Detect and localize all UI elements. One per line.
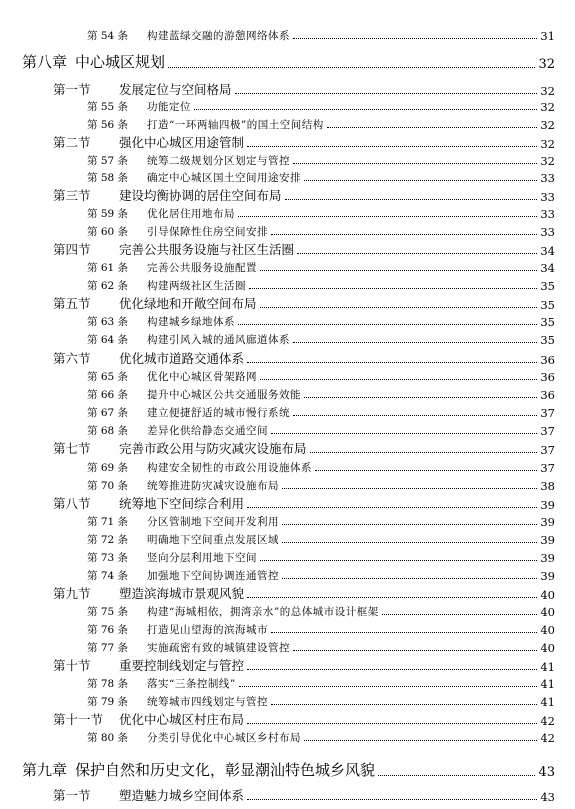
toc-entry-title: 提升中心城区公共交通服务效能 [147,389,301,401]
toc-entry-number: 第 78 条 [87,678,129,690]
toc-entry-label [87,170,301,185]
dot-leader [247,597,537,598]
toc-page-number: 36 [540,388,555,402]
dot-leader [260,379,537,380]
toc-entry-number: 第 75 条 [87,606,129,618]
dot-leader [238,324,537,325]
toc-entry-label [87,314,235,329]
toc-entry-number: 第五节 [53,296,91,311]
toc-article-row[interactable] [87,638,555,655]
toc-entry-label [22,759,375,780]
toc-entry-number: 第 61 条 [87,262,129,274]
toc-page-number: 41 [540,677,555,691]
dot-leader [293,38,537,39]
toc-entry-label [53,439,307,457]
toc-chapter-row[interactable] [22,50,555,72]
toc-entry-title: 加强地下空间协调连通管控 [147,570,279,582]
toc-page-number: 37 [540,406,555,420]
toc-page-number: 32 [538,57,555,72]
toc-entry-label [87,117,324,132]
toc-entry-title: 保护自然和历史文化，彰显潮汕特色城乡风貌 [75,761,376,779]
toc-entry-number: 第 69 条 [87,462,129,474]
toc-article-row[interactable] [87,97,555,114]
toc-entry-title: 明确地下空间重点发展区域 [147,534,279,546]
dot-leader [382,614,538,615]
toc-page-number: 36 [540,353,555,367]
toc-page-number: 40 [540,623,555,637]
toc-entry-title: 优化居住用地布局 [147,208,235,220]
toc-entry-label [87,550,257,565]
toc-entry-label [87,423,268,438]
toc-section-row[interactable] [53,133,555,151]
toc-entry-title: 确定中心城区国土空间用途安排 [147,172,301,184]
toc-entry-label [87,369,257,384]
dot-leader [304,740,537,741]
toc-page-number: 39 [540,551,555,565]
toc-entry-label [87,514,279,529]
toc-entry-title: 实施疏密有致的城镇建设管控 [147,642,290,654]
toc-article-row[interactable] [87,674,555,691]
dot-leader [378,775,535,776]
toc-page-number: 34 [540,244,555,258]
toc-entry-label [87,568,279,583]
toc-entry-label [87,730,301,745]
dot-leader [247,362,537,363]
dot-leader [293,342,537,343]
toc-entry-number: 第 62 条 [87,280,129,292]
dot-leader [293,163,537,164]
toc-entry-number: 第 76 条 [87,624,129,636]
dot-leader [282,524,537,525]
toc-entry-title: 引导保障性住房空间安排 [147,226,268,238]
toc-entry-number: 第一节 [53,788,91,803]
toc-entry-title: 中心城区规划 [75,53,166,71]
toc-article-row[interactable] [87,728,555,745]
toc-entry-number: 第 64 条 [87,334,129,346]
toc-entry-number: 第六节 [53,351,91,366]
dot-leader [327,127,538,128]
toc-section-row[interactable] [53,349,555,367]
toc-entry-label [87,460,312,475]
toc-entry-number: 第 71 条 [87,516,129,528]
toc-page-number: 33 [540,190,555,204]
dot-leader [260,270,537,271]
dot-leader [293,415,537,416]
toc-article-row[interactable] [87,602,555,619]
toc-page-number: 37 [540,443,555,457]
toc-article-row[interactable] [87,258,555,275]
toc-entry-title: 优化中心城区村庄布局 [119,712,245,727]
toc-section-row[interactable] [53,439,555,457]
toc-section-row[interactable] [53,186,555,204]
toc-entry-title: 重要控制线划定与管控 [119,658,245,673]
dot-leader [247,146,537,147]
toc-entry-title: 分类引导优化中心城区乡村布局 [147,732,301,744]
toc-article-row[interactable] [87,222,555,239]
toc-page-number: 36 [540,370,555,384]
toc-entry-label [87,640,290,655]
toc-entry-number: 第 56 条 [87,119,129,131]
toc-article-row[interactable] [87,421,555,438]
toc-entry-title: 打造“一环两轴四极”的国土空间结构 [147,119,324,131]
toc-entry-title: 发展定位与空间格局 [119,82,232,97]
toc-entry-title: 统筹城市四线划定与管控 [147,696,268,708]
toc-entry-number: 第八节 [53,496,91,511]
toc-entry-title: 统筹二级规划分区划定与管控 [147,155,290,167]
toc-entry-label [53,133,244,151]
toc-section-row[interactable] [53,656,555,674]
toc-section-row[interactable] [53,240,555,258]
toc-article-row[interactable] [87,204,555,221]
toc-article-row[interactable] [87,168,555,185]
toc-page-number: 43 [540,790,555,804]
toc-page-number: 37 [540,424,555,438]
toc-entry-title: 构建蓝绿交融的游憩网络体系 [147,30,290,42]
toc-entry-label [87,405,290,420]
toc-entry-label [53,294,257,312]
toc-article-row[interactable] [87,385,555,402]
dot-leader [282,488,537,489]
toc-page-number: 33 [540,207,555,221]
toc-entry-title: 建立便捷舒适的城市慢行系统 [147,407,290,419]
toc-article-row[interactable] [87,330,555,347]
toc-entry-title: 优化绿地和开敞空间布局 [119,296,257,311]
toc-entry-title: 优化城市道路交通体系 [119,351,245,366]
toc-entry-number: 第 58 条 [87,172,129,184]
dot-leader [247,723,537,724]
toc-page-number: 39 [540,498,555,512]
toc-entry-number: 第九节 [53,586,91,601]
toc-entry-label [87,332,290,347]
dot-leader [304,397,537,398]
toc-article-row[interactable] [87,151,555,168]
toc-section-row[interactable] [53,80,555,98]
dot-leader [310,452,538,453]
toc-article-row[interactable] [87,620,555,637]
dot-leader [315,470,537,471]
toc-entry-label [53,349,244,367]
dot-leader [285,199,538,200]
dot-leader [271,632,537,633]
toc-entry-title: 落实“三条控制线” [147,678,236,690]
toc-page-number: 33 [540,171,555,185]
toc-page-number: 31 [540,29,555,43]
dot-leader [293,650,537,651]
toc-page-number: 40 [540,641,555,655]
toc-entry-title: 打造见山望海的滨海城市 [147,624,268,636]
toc-entry-number: 第十节 [53,658,91,673]
toc-entry-title: 塑造滨海城市景观风貌 [119,586,245,601]
dot-leader [297,253,537,254]
toc-entry-number: 第十一节 [53,712,104,727]
dot-leader [239,686,538,687]
toc-article-row[interactable] [87,367,555,384]
toc-entry-label [87,622,268,637]
toc-entry-number: 第 57 条 [87,155,129,167]
toc-entry-title: 统筹推进防灾减灾设施布局 [147,480,279,492]
dot-leader [271,433,537,434]
toc-entry-label [22,51,165,72]
toc-page-number: 35 [540,315,555,329]
toc-entry-number: 第七节 [53,441,91,456]
toc-entry-label [53,494,244,512]
toc-entry-title: 完善公共服务设施与社区生活圈 [119,242,295,257]
toc-entry-title: 差异化供给静态交通空间 [147,425,268,437]
toc-entry-number: 第 72 条 [87,534,129,546]
toc-entry-label [87,260,257,275]
toc-entry-title: 功能定位 [147,101,191,113]
toc-entry-title: 构建两级社区生活圈 [147,280,246,292]
dot-leader [282,542,537,543]
toc-article-row[interactable] [87,312,555,329]
toc-article-row[interactable] [87,512,555,529]
toc-article-row[interactable] [87,276,555,293]
toc-page-number: 32 [540,100,555,114]
dot-leader [238,216,537,217]
toc-page-number: 32 [540,118,555,132]
dot-leader [282,578,537,579]
toc-section-row[interactable] [53,786,555,804]
toc-article-row[interactable] [87,566,555,583]
toc-entry-title: 塑造魅力城乡空间体系 [119,788,245,803]
toc-entry-label [87,676,236,691]
toc-entry-label [87,206,235,221]
toc-entry-number: 第 60 条 [87,226,129,238]
toc-page-number: 42 [540,731,555,745]
toc-entry-number: 第 70 条 [87,480,129,492]
toc-entry-number: 第三节 [53,188,91,203]
toc-entry-number: 第 80 条 [87,732,129,744]
toc-article-row[interactable] [87,26,555,43]
dot-leader [168,67,535,68]
toc-entry-label [53,656,244,674]
toc-entry-label [87,153,290,168]
toc-entry-number: 第 73 条 [87,552,129,564]
toc-article-row[interactable] [87,530,555,547]
toc-entry-label [87,604,379,619]
dot-leader [260,560,537,561]
dot-leader [271,704,537,705]
toc-section-row[interactable] [53,584,555,602]
toc-section-row[interactable] [53,294,555,312]
toc-entry-label [87,99,191,114]
toc-page-number: 40 [540,605,555,619]
toc-section-row[interactable] [53,494,555,512]
toc-page-number: 35 [540,279,555,293]
toc-entry-title: 建设均衡协调的居住空间布局 [119,188,282,203]
toc-entry-title: 统筹地下空间综合利用 [119,496,245,511]
toc-entry-number: 第二节 [53,135,91,150]
dot-leader [249,288,537,289]
toc-entry-label [87,224,268,239]
toc-entry-label [87,478,279,493]
toc-entry-label [87,694,268,709]
toc-page-number: 35 [540,298,555,312]
toc-entry-label [87,28,290,43]
toc-entry-number: 第四节 [53,242,91,257]
toc-entry-label [87,532,279,547]
toc-entry-number: 第九章 [22,761,68,779]
toc-page-number: 33 [540,225,555,239]
toc-entry-title: 构建安全韧性的市政公用设施体系 [147,462,312,474]
toc-entry-number: 第 66 条 [87,389,129,401]
toc-entry-number: 第 55 条 [87,101,129,113]
toc-page-number: 43 [538,765,555,780]
toc-entry-title: 完善公共服务设施配置 [147,262,257,274]
toc-entry-label [53,584,244,602]
toc-article-row[interactable] [87,458,555,475]
toc-page-number: 41 [540,695,555,709]
toc-article-row[interactable] [87,403,555,420]
toc-entry-title: 竖向分层利用地下空间 [147,552,257,564]
toc-article-row[interactable] [87,476,555,493]
toc-page-number: 32 [540,137,555,151]
toc-entry-title: 构建引风入城的通风廊道体系 [147,334,290,346]
toc-article-row[interactable] [87,115,555,132]
toc-entry-number: 第 65 条 [87,371,129,383]
toc-entry-label [53,240,294,258]
toc-page-number: 40 [540,588,555,602]
toc-entry-number: 第 59 条 [87,208,129,220]
toc-page-number: 37 [540,461,555,475]
toc-entry-title: 完善市政公用与防灾减灾设施布局 [119,441,307,456]
toc-page-number: 34 [540,261,555,275]
toc-page-number: 39 [540,569,555,583]
toc-entry-number: 第一节 [53,82,91,97]
dot-leader [271,234,537,235]
toc-entry-title: 构建城乡绿地体系 [147,316,235,328]
toc-page-number: 42 [540,714,555,728]
dot-leader [247,799,537,800]
toc-entry-title: 优化中心城区骨架路网 [147,371,257,383]
toc-entry-title: 强化中心城区用途管制 [119,135,245,150]
toc-page-number: 35 [540,333,555,347]
dot-leader [304,180,537,181]
toc-section-row[interactable] [53,710,555,728]
dot-leader [260,307,538,308]
toc-entry-label [53,80,232,98]
toc-entry-number: 第 79 条 [87,696,129,708]
toc-entry-number: 第 63 条 [87,316,129,328]
toc-entry-number: 第 67 条 [87,407,129,419]
toc-page-number: 41 [540,660,555,674]
toc-page-number: 39 [540,533,555,547]
toc-entry-label [87,387,301,402]
toc-entry-number: 第 68 条 [87,425,129,437]
dot-leader [247,507,537,508]
toc-entry-title: 构建“海城相依，拥湾亲水”的总体城市设计框架 [147,606,379,618]
toc-entry-label [53,186,282,204]
dot-leader [194,109,537,110]
toc-entry-number: 第 77 条 [87,642,129,654]
toc-entry-label [53,710,244,728]
toc-entry-number: 第 74 条 [87,570,129,582]
toc-page-number: 38 [540,479,555,493]
toc-page-number: 32 [540,84,555,98]
toc-entry-label [87,278,246,293]
toc-entry-number: 第 54 条 [87,30,129,42]
toc-entry-title: 分区管制地下空间开发利用 [147,516,279,528]
toc-entry-label [53,786,244,804]
dot-leader [247,669,537,670]
toc-article-row[interactable] [87,692,555,709]
toc-chapter-row[interactable] [22,758,555,780]
toc-page-number: 39 [540,515,555,529]
toc-page-number: 32 [540,154,555,168]
dot-leader [235,93,538,94]
toc-entry-number: 第八章 [22,53,68,71]
toc-article-row[interactable] [87,548,555,565]
